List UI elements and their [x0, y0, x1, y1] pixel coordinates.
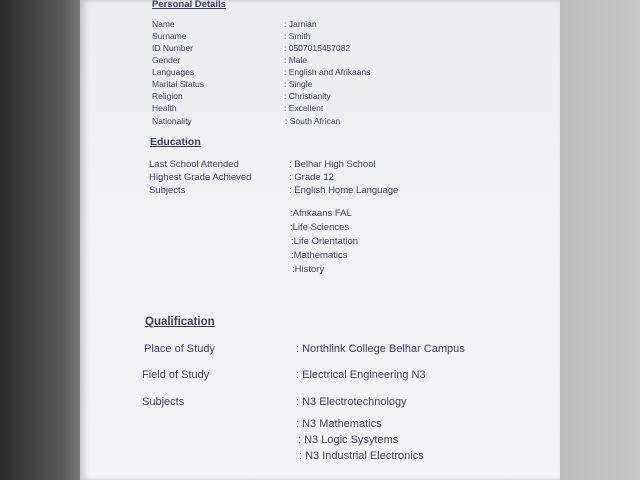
qualification-label: Subjects [142, 396, 185, 408]
education-label: Subjects [149, 185, 186, 196]
personal-details-heading: Personal Details [152, 0, 226, 10]
detail-value: : South African [285, 116, 341, 126]
detail-value: : Christianity [284, 91, 331, 101]
detail-value: : English and Afrikaans [284, 67, 371, 77]
cv-page [80, 0, 560, 480]
qualification-subject-item: : N3 Mathematics [296, 418, 382, 430]
education-value: : English Home Language [289, 185, 399, 196]
qualification-subject-item: : N3 Industrial Electronics [299, 450, 424, 462]
detail-label: Religion [152, 91, 183, 101]
education-subject-item: :Life Sciences [290, 222, 350, 233]
qualification-value: : N3 Electrotechnology [296, 396, 407, 408]
detail-value: : 0507015457082 [284, 43, 351, 53]
detail-label: Marital Status [152, 79, 204, 89]
detail-label: Nationality [152, 116, 192, 126]
qualification-value: : Northlink College Belhar Campus [296, 343, 465, 355]
education-value: : Belhar High School [289, 159, 376, 170]
detail-label: Health [152, 103, 177, 113]
detail-label: Surname [152, 31, 187, 41]
detail-value: : Jarnian [284, 19, 317, 29]
qualification-value: : Electrical Engineering N3 [296, 369, 426, 381]
detail-value: : Male [284, 55, 308, 65]
background-left [0, 0, 80, 480]
education-label: Last School Attended [149, 159, 239, 170]
education-value: : Grade 12 [289, 172, 334, 183]
detail-label: Gender [152, 55, 181, 65]
qualification-subject-item: : N3 Logic Sysytems [298, 434, 399, 446]
detail-value: : Smith [284, 31, 311, 41]
detail-value: : Single [284, 79, 313, 89]
detail-label: Name [152, 19, 175, 29]
detail-label: ID Number [152, 43, 194, 53]
detail-value: : Excellent [284, 103, 324, 113]
qualification-label: Field of Study [142, 369, 210, 381]
education-subject-item: :History [292, 264, 325, 275]
qualification-heading: Qualification [145, 316, 215, 328]
qualification-label: Place of Study [144, 343, 215, 355]
education-heading: Education [150, 136, 201, 148]
background-right [560, 0, 640, 480]
education-label: Highest Grade Achieved [149, 172, 252, 183]
education-subject-item: :Mathematics [291, 250, 348, 261]
detail-label: Languages [152, 67, 195, 77]
education-subject-item: :Afrikaans FAL [290, 208, 352, 219]
education-subject-item: :Life Orientation [291, 236, 359, 247]
